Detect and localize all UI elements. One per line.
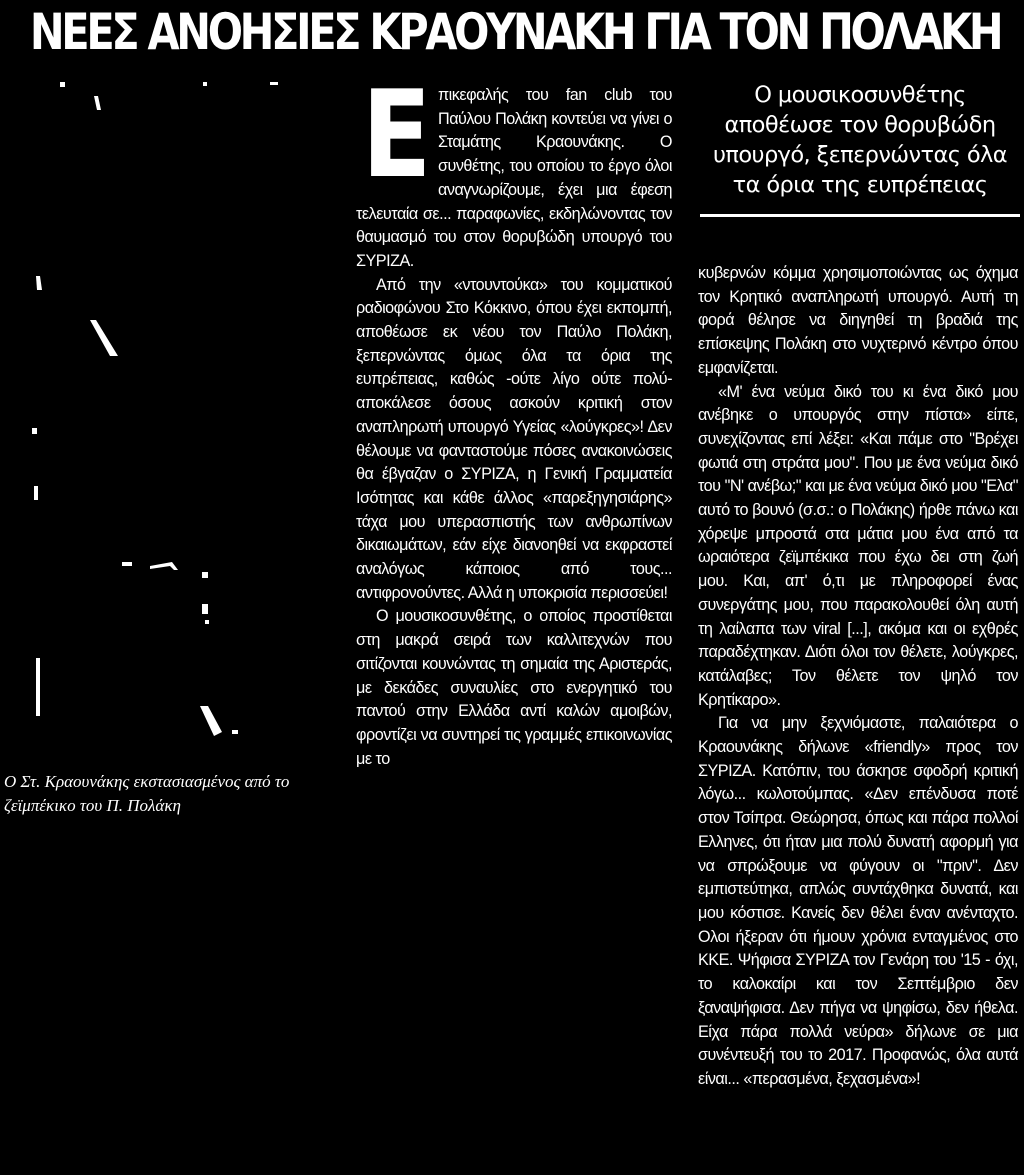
paragraph: «Μ' ένα νεύμα δικό του κι ένα δικό μου ανέβηκε ο υπουργός στην πίστα» είπε, συνεχίζοντας επί λέξει: «Και πάμε στο "Βρέχει φωτιά στη στράτα μου". Που με ένα νεύμα δικό του "Ν' ανέβω;" και με ένα νεύμα δικό μου "Ελα" αυτό το βουνό (σ.σ.: ο Πολάκης) ήρθε πάνω και χόρεψε μπροστά στα μάτια μου ένα από τα ωραιότερα ζεϊμπέκικα που έχω δει στη ζωή μου. Και, απ' ό,τι με πληροφορεί ένας συνεργάτης μου, που παρακολουθεί όλη αυτή τη λαίλαπα των viral [...], ακόμα και οι εχθρές παραδέχτηκαν. Διότι όλοι τον θέλετε, λούγκρες, κατάλαβες; Τον θέλετε τον ψηλό τον Κρητίκαρο». [698,382,1018,709]
pull-quote-rule [700,214,1020,217]
paragraph: Από την «ντουντούκα» του κομματικού ραδιοφώνου Στο Κόκκινο, όπου έχει εκπομπή, αποθέωσε εκ νέου τον Παύλο Πολάκη, ξεπερνώντας όμως όλα τα όρια της ευπρέπειας, καθώς -ούτε λίγο ούτε πολύ- αποκάλεσε όσους ασκούν κριτική στον αναπληρωτή υπουργό Υγείας «λούγκρες»! Δεν θέλουμε να φανταστούμε πόσες ανακοινώσεις θα έβγαζαν ο ΣΥΡΙΖΑ, η Γενική Γραμματεία Ισότητας και κάθε άλλος «παρεξηγησιάρης» τάχα μου υπερασπιστής των ανθρωπίνων δικαιωμάτων, εάν είχε διανοηθεί να εκφραστεί αναλόγως κάποιος από τους... αντιφρονούντες. Αλλά η υποκρισία περισσεύει! [356,275,672,602]
article-column-1 [356,66,672,771]
paragraph: Ο μουσικοσυνθέτης, ο οποίος προστίθεται στη μακρά σειρά των καλλιτεχνών που σιτίζονται κουνώντας τη σημαία της Αριστεράς, με δεκάδες συναυλίες στο ενεργητικό του παντού στην Ελλάδα αντί καλών αμοιβών, φροντίζει να συντηρεί τις γραμμές επικοινωνίας με το [356,607,672,768]
headline: ΝΕΕΣ ΑΝΟΗΣΙΕΣ ΚΡΑΟΥΝΑΚΗ ΓΙΑ ΤΟΝ ΠΟΛΑΚΗ [29,3,1001,61]
photo-speckles [0,70,340,770]
paragraph: πικεφαλής του fan club του Παύλου Πολάκη κοντεύει να γίνει ο Σταμάτης Κραουνάκης. Ο συνθέτης, του οποίου το έργο όλοι αναγνωρίζουμε, έχει μια έφεση τελευταία σε... παραφωνίες, εκδηλώνοντας τον θαυμασμό του στον θορυβώδη υπουργό του ΣΥΡΙΖΑ. [356,86,672,270]
photo-caption: Ο Στ. Κραουνάκης εκστασιασμένος από το ζεϊμπέκικο του Π. Πολάκη [4,772,290,815]
article-column-2 [698,262,1018,1092]
paragraph: Για να μην ξεχνιόμαστε, παλαιότερα ο Κραουνάκης δήλωνε «friendly» προς τον ΣΥΡΙΖΑ. Κατόπιν, του άσκησε σφοδρή κριτική λόγω... κωλοτούμπας. «Δεν επένδυσα ποτέ στον Τσίπρα. Θεώρησα, όπως και πάρα πολλοί Ελληνες, ότι ήταν μια πολύ δυνατή αφορμή για να σπρώξουμε να φύγουν οι "πριν". Δεν εμπιστεύτηκα, απλώς συντάχθηκα δυνατά, και μου κόστισε. Κανείς δεν θέλει έναν ανένταχτο. Ολοι ήξεραν ότι ήμουν χρόνια ενταγμένος στο ΚΚΕ. Ψήφισα ΣΥΡΙΖΑ τον Γενάρη του '15 - όχι, το καλοκαίρι και τον Σεπτέμβριο δεν ξαναψήφισα. Δεν πήγα να ψηφίσω, δεν ήθελα. Είχα πάρα πολλά νεύρα» δήλωνε σε μια συνέντευξή του το 2017. Προφανώς, όλα αυτά είναι... «περασμένα, ξεχασμένα»! [698,714,1018,1088]
pull-quote: Ο μουσικοσυνθέτης αποθέωσε τον θορυβώδη υπουργό, ξεπερνώντας όλα τα όρια της ευπρέπειας [713,82,1007,198]
paragraph: κυβερνών κόμμα χρησιμοποιώντας ως όχημα τον Κρητικό αναπληρωτή υπουργό. Αυτή τη φορά θέλησε να διηγηθεί τη βραδιά της επίσκεψης Πολάκη στο νυχτερινό κέντρο όπου εμφανίζεται. [698,264,1018,377]
article-photo [0,70,340,770]
drop-cap: Ε [361,66,431,205]
